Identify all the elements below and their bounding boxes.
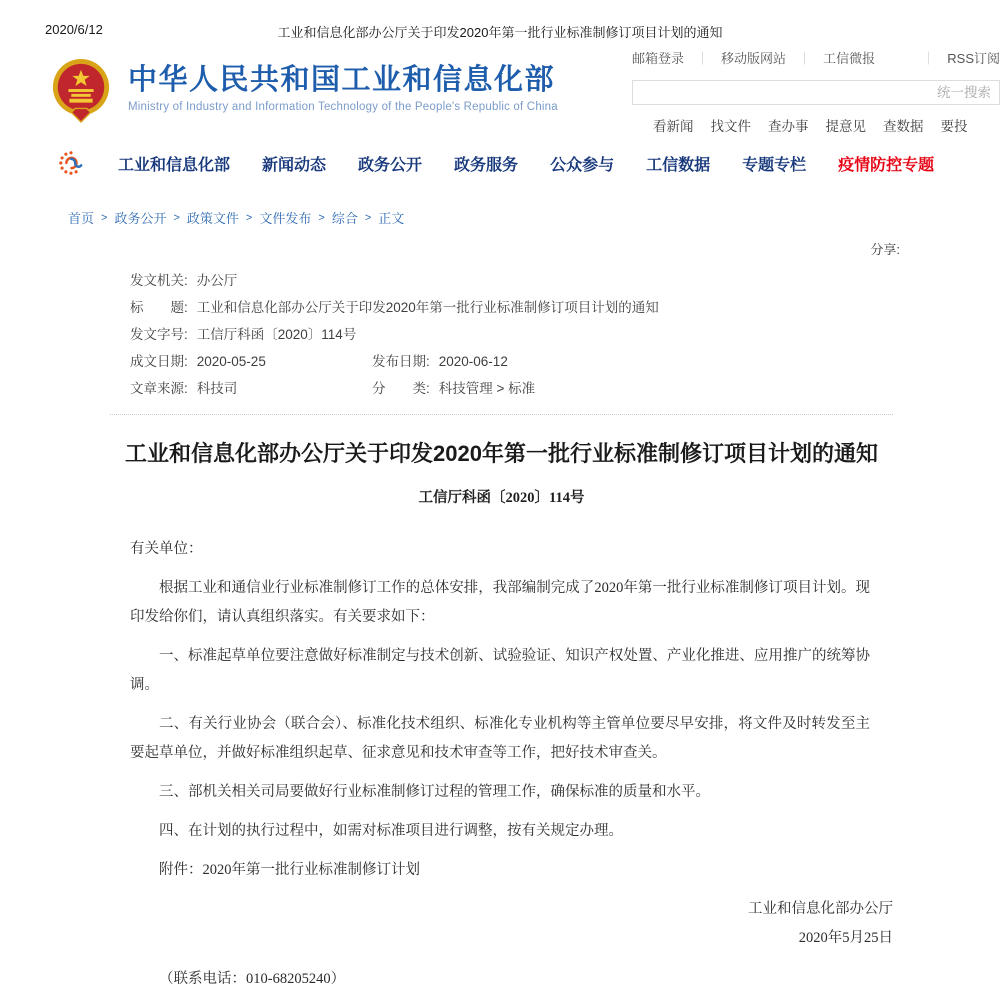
breadcrumb-item [68,208,94,227]
breadcrumb-separator: > [364,211,372,224]
nav-item[interactable]: 专题专栏 [742,156,807,174]
top-link-item [632,48,684,67]
top-link[interactable]: RSS订阅 [947,51,1000,66]
body-paragraph: 附件：2020年第一批行业标准制修订计划 [159,861,420,878]
breadcrumb-item [311,208,357,227]
meta-label-publish-date: 发布日期: [372,354,430,369]
breadcrumb-link[interactable]: 政策文件 [186,211,239,226]
breadcrumb-separator: > [101,211,108,224]
miit-mark-icon [58,150,84,176]
article-doc-number: 工信厅科函〔2020〕114号 [418,489,585,506]
print-page-title: 工业和信息化部办公厅关于印发2020年第一批行业标准制修订项目计划的通知 [277,25,723,40]
search-box [632,80,1000,105]
meta-label-written-date: 成文日期: [130,354,188,369]
meta-label-title: 标 题: [130,300,188,315]
breadcrumb-separator: > [173,211,180,224]
nav-item[interactable]: 疫情防控专题 [838,156,935,174]
link-separator: ｜ [696,51,710,66]
meta-row [130,321,893,348]
breadcrumb [0,208,1000,227]
share-label[interactable]: 分享: [870,242,900,257]
meta-row [130,267,893,294]
quick-link[interactable]: 查办事 [768,119,809,134]
contact-line: （联系电话：010-68205240） [159,970,346,987]
top-link-item [786,48,875,67]
site-name: 中华人民共和国工业和信息化部 [128,64,556,96]
salutation: 有关单位： [130,540,203,557]
print-header [0,0,1000,40]
top-link-item [684,48,786,67]
breadcrumb-link[interactable]: 政务公开 [114,211,167,226]
quick-link[interactable]: 提意见 [825,119,866,134]
body-paragraph: 二、有关行业协会（联合会）、标准化技术组织、标准化专业机构等主管单位要尽早安排，将文件及时转发至主要起草单位，并做好标准组织起草、征求意见和技术审查等工作，把好技术审查关。 [130,715,870,761]
link-separator: ｜ [922,51,936,66]
meta-value-issuer: 办公厅 [196,273,238,288]
breadcrumb-item [239,208,311,227]
top-link[interactable]: 邮箱登录 [632,51,685,66]
breadcrumb-link[interactable]: 综合 [331,211,358,226]
meta-value-written-date: 2020-05-25 [196,354,266,369]
meta-value-source: 科技司 [196,381,238,396]
nav-item[interactable]: 工信数据 [646,156,711,174]
document-meta [110,265,893,415]
signer: 工业和信息化部办公厅 [748,900,893,917]
meta-label-docno: 发文字号: [130,327,188,342]
brand-text [128,58,558,113]
site-logo[interactable] [50,58,558,124]
body-paragraph: 三、部机关相关司局要做好行业标准制修订过程的管理工作，确保标准的质量和水平。 [159,783,710,800]
breadcrumb-separator: > [318,211,325,224]
quick-link[interactable]: 找文件 [710,119,751,134]
breadcrumb-link[interactable]: 首页 [68,211,95,226]
sign-date: 2020年5月25日 [798,929,893,946]
meta-value-publish-date: 2020-06-12 [438,354,508,369]
body-paragraph: 一、标准起草单位要注意做好标准制定与技术创新、试验验证、知识产权处置、产业化推进、应用推广的统筹协调。 [130,647,870,693]
nav-item[interactable]: 政务服务 [454,156,519,174]
nav-item[interactable]: 新闻动态 [262,156,327,174]
meta-label-source: 文章来源: [130,381,188,396]
meta-label-issuer: 发文机关: [130,273,188,288]
quick-link[interactable]: 看新闻 [653,119,694,134]
top-links [632,48,1000,67]
breadcrumb-item [94,208,166,227]
print-date: 2020/6/12 [45,22,103,37]
nav-item[interactable]: 工业和信息化部 [118,156,231,174]
breadcrumb-item [166,208,238,227]
body-paragraph: 四、在计划的执行过程中，如需对标准项目进行调整，按有关规定办理。 [159,822,623,839]
site-header [0,40,1000,132]
meta-value-category: 科技管理 > 标准 [438,381,536,396]
meta-value-docno: 工信厅科函〔2020〕114号 [196,327,357,342]
nav-items [118,152,966,175]
breadcrumb-link[interactable]: 文件发布 [259,211,312,226]
body-paragraph: 根据工业和通信业行业标准制修订工作的总体安排，我部编制完成了2020年第一批行业标准制修订项目计划。现印发给你们，请认真组织落实。有关要求如下： [130,579,870,625]
signature-block [110,895,893,953]
meta-row [130,348,893,375]
link-separator: ｜ [798,51,812,66]
meta-row [130,294,893,321]
share-row [0,239,900,255]
article-body [110,535,893,885]
meta-value-title: 工业和信息化部办公厅关于印发2020年第一批行业标准制修订项目计划的通知 [196,300,659,315]
breadcrumb-separator: > [245,211,253,224]
top-link[interactable]: 工信微报 [823,51,876,66]
meta-label-category: 分 类: [372,381,430,396]
header-right [632,48,1000,135]
quick-link[interactable]: 查数据 [883,119,924,134]
unified-search-input[interactable] [632,80,1000,105]
breadcrumb-item [358,208,404,227]
quick-link[interactable]: 要投 [940,119,968,134]
nav-item[interactable]: 公众参与 [550,156,615,174]
paragraphs [130,574,870,885]
nav-item[interactable]: 政务公开 [358,156,423,174]
site-name-english: Ministry of Industry and Information Technology of the People's Republic of China [128,101,558,114]
top-link-item [910,48,1000,67]
breadcrumb-link[interactable]: 正文 [378,211,405,226]
meta-row [130,375,893,402]
quick-links [632,115,1000,135]
content [110,265,893,988]
main-nav [0,144,1000,182]
top-link[interactable]: 移动版网站 [721,51,787,66]
article-title: 工业和信息化部办公厅关于印发2020年第一批行业标准制修订项目计划的通知 [125,441,878,466]
national-emblem-icon [50,58,112,124]
